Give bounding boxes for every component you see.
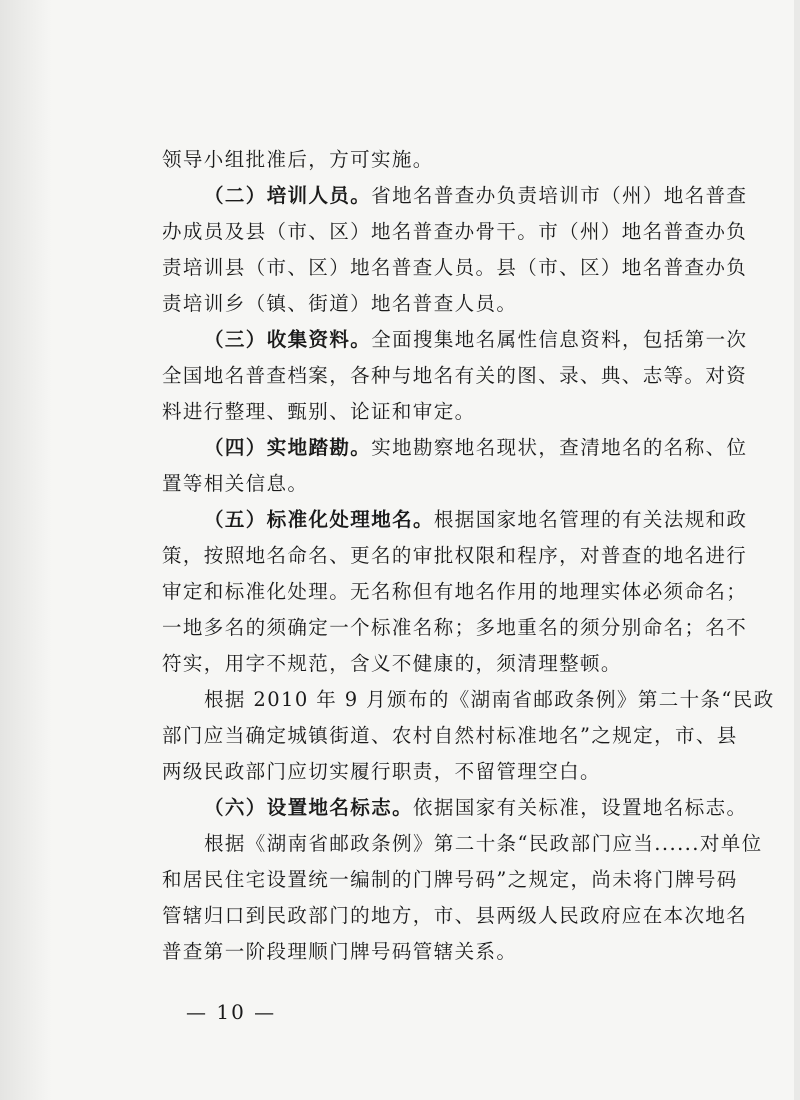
text-line bbox=[162, 718, 742, 754]
text-line bbox=[162, 178, 748, 214]
scan-edge-left bbox=[0, 0, 52, 1100]
text-line bbox=[162, 790, 748, 826]
text-run: 责培训县（市、区）地名普查人员。县（市、区）地名普查办负 bbox=[162, 256, 748, 279]
section-heading: （四）实地踏勘。 bbox=[204, 436, 372, 459]
section-heading: （二）培训人员。 bbox=[204, 184, 372, 207]
text-run: 依据国家有关标准，设置地名标志。 bbox=[413, 796, 748, 819]
text-line bbox=[162, 646, 742, 682]
text-line bbox=[162, 934, 742, 970]
text-run: 管辖归口到民政部门的地方，市、县两级人民政府应在本次地名 bbox=[162, 904, 748, 927]
text-line bbox=[162, 358, 748, 394]
document-body bbox=[162, 142, 775, 970]
text-run: 部门应当确定城镇街道、农村自然村标准地名”之规定，市、县 bbox=[162, 724, 738, 747]
text-run: 一地多名的须确定一个标准名称；多地重名的须分别命名；名不 bbox=[162, 616, 748, 639]
text-line bbox=[162, 214, 748, 250]
text-line bbox=[162, 322, 748, 358]
text-line bbox=[162, 142, 742, 178]
section-heading: （三）收集资料。 bbox=[204, 328, 372, 351]
text-line bbox=[162, 826, 763, 862]
text-line bbox=[162, 286, 742, 322]
text-run: 根据国家地名管理的有关法规和政 bbox=[433, 508, 748, 531]
text-line bbox=[162, 538, 748, 574]
section-heading: （六）设置地名标志。 bbox=[204, 796, 414, 819]
text-run: 领导小组批准后，方可实施。 bbox=[162, 148, 434, 171]
text-line bbox=[162, 502, 748, 538]
text-line bbox=[162, 754, 742, 790]
text-run: 置等相关信息。 bbox=[162, 472, 309, 495]
text-run: 根据《湖南省邮政条例》第二十条“民政部门应当......对单位 bbox=[204, 832, 763, 855]
text-run: 和居民住宅设置统一编制的门牌号码”之规定，尚未将门牌号码 bbox=[162, 868, 738, 891]
text-line bbox=[162, 574, 748, 610]
text-run: 两级民政部门应切实履行职责，不留管理空白。 bbox=[162, 760, 601, 783]
text-run: 审定和标准化处理。无名称但有地名作用的地理实体必须命名； bbox=[162, 580, 748, 603]
text-line bbox=[162, 466, 742, 502]
text-run: 全面搜集地名属性信息资料，包括第一次 bbox=[371, 328, 748, 351]
text-run: 责培训乡（镇、街道）地名普查人员。 bbox=[162, 292, 518, 315]
scan-edge-right bbox=[794, 0, 800, 1100]
section-heading: （五）标准化处理地名。 bbox=[204, 508, 434, 531]
text-line bbox=[162, 430, 748, 466]
text-line bbox=[162, 394, 742, 430]
text-run: 办成员及县（市、区）地名普查办骨干。市（州）地名普查办负 bbox=[162, 220, 748, 243]
text-run: 普查第一阶段理顺门牌号码管辖关系。 bbox=[162, 940, 518, 963]
text-run: 策，按照地名命名、更名的审批权限和程序，对普查的地名进行 bbox=[162, 544, 748, 567]
text-run: 符实，用字不规范，含义不健康的，须清理整顿。 bbox=[162, 652, 622, 675]
page-number: — 10 — bbox=[186, 1000, 277, 1024]
text-line bbox=[162, 898, 748, 934]
text-line bbox=[162, 682, 775, 718]
text-line bbox=[162, 610, 748, 646]
text-run: 全国地名普查档案，各种与地名有关的图、录、典、志等。对资 bbox=[162, 364, 748, 387]
text-line bbox=[162, 862, 742, 898]
text-run: 根据 2010 年 9 月颁布的《湖南省邮政条例》第二十条“民政 bbox=[204, 688, 775, 711]
text-run: 实地勘察地名现状，查清地名的名称、位 bbox=[371, 436, 748, 459]
text-run: 省地名普查办负责培训市（州）地名普查 bbox=[371, 184, 748, 207]
text-line bbox=[162, 250, 748, 286]
text-run: 料进行整理、甄别、论证和审定。 bbox=[162, 400, 476, 423]
